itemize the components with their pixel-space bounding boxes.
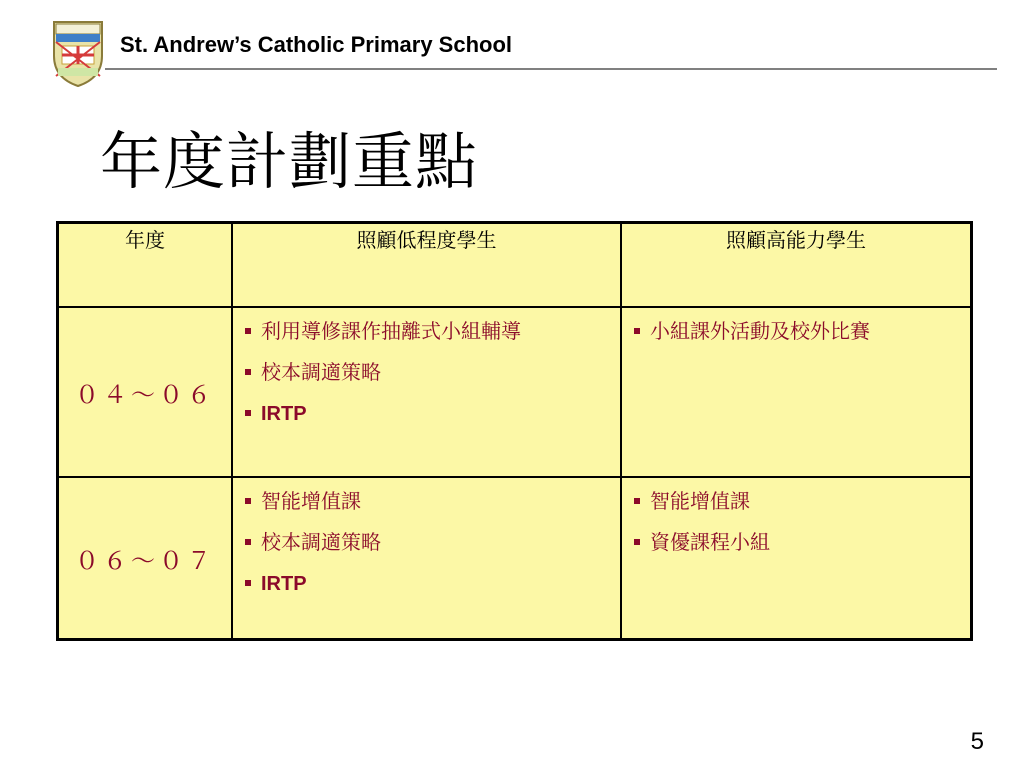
- list-item: IRTP: [243, 570, 620, 598]
- slide-title: 年度計劃重點: [100, 125, 479, 198]
- list-item: 校本調適策略: [243, 529, 620, 557]
- header-divider: [105, 68, 997, 70]
- header-low-ability: 照顧低程度學生: [232, 223, 621, 308]
- page-number: 5: [970, 728, 984, 755]
- header-year: 年度: [58, 223, 233, 308]
- list-item: 校本調適策略: [243, 359, 620, 387]
- table-row: [58, 477, 972, 640]
- plan-table: [56, 221, 973, 641]
- list-item: 智能增值課: [632, 488, 970, 516]
- low-ability-cell: [232, 477, 621, 640]
- high-ability-cell: [621, 307, 972, 477]
- high-ability-cell: [621, 477, 972, 640]
- list-item: 智能增值課: [243, 488, 620, 516]
- year-cell: ０４～０６: [58, 307, 233, 477]
- year-cell: ０６～０７: [58, 477, 233, 640]
- table-header-row: [58, 223, 972, 308]
- list-item: 利用導修課作抽離式小組輔導: [243, 318, 620, 346]
- school-name: St. Andrew’s Catholic Primary School: [120, 32, 513, 57]
- school-crest-icon: [50, 18, 106, 88]
- list-item: 資優課程小組: [632, 529, 970, 557]
- list-item: IRTP: [243, 400, 620, 428]
- header-high-ability: 照顧高能力學生: [621, 223, 972, 308]
- table-row: [58, 307, 972, 477]
- list-item: 小組課外活動及校外比賽: [632, 318, 970, 346]
- low-ability-cell: [232, 307, 621, 477]
